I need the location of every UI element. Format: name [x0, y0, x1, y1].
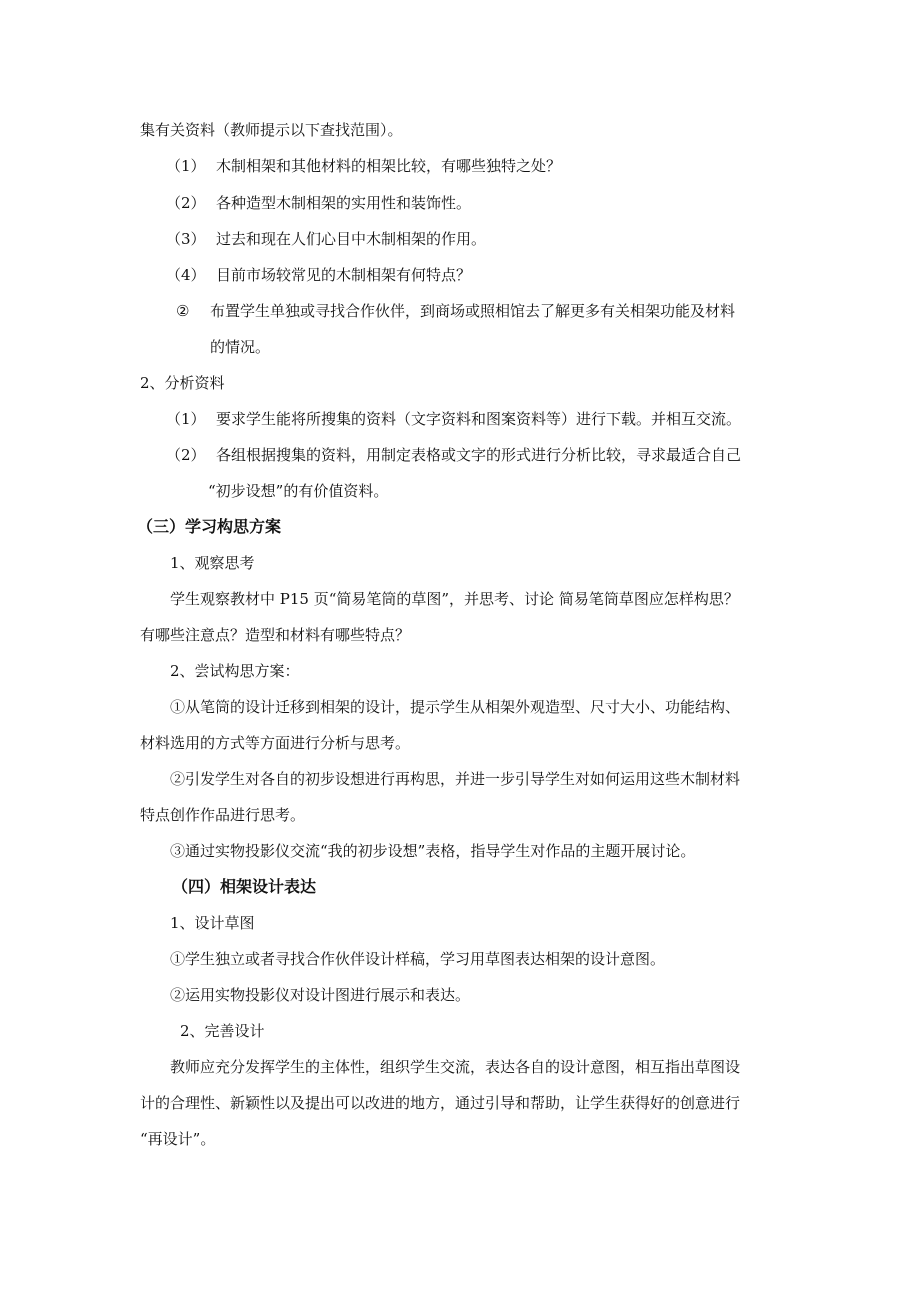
- list-item: 要求学生能将所搜集的资料（文字资料和图案资料等）进行下载。并相互交流。: [216, 410, 742, 428]
- list-item: 各组根据搜集的资料，用制定表格或文字的形式进行分析比较，寻求最适合自己: [216, 446, 742, 464]
- paragraph-line: ①从笔筒的设计迁移到相架的设计，提示学生从相架外观造型、尺寸大小、功能结构、: [170, 698, 741, 716]
- subheading: 2、完善设计: [180, 1022, 265, 1040]
- list-item: 目前市场较常见的木制相架有何特点？: [216, 266, 472, 284]
- list-item: 各种造型木制相架的实用性和装饰性。: [216, 194, 472, 212]
- list-item: 木制相架和其他材料的相架比较，有哪些独特之处？: [216, 157, 562, 175]
- subheading: 2、尝试构思方案：: [170, 662, 300, 680]
- paragraph-line: ②引发学生对各自的初步设想进行再构思，并进一步引导学生对如何运用这些木制材料: [170, 770, 741, 788]
- list-item: 过去和现在人们心目中木制相架的作用。: [216, 230, 487, 248]
- paragraph-line: 特点创作作品进行思考。: [140, 806, 306, 824]
- list-item-continuation: 的情况。: [210, 338, 271, 356]
- paragraph-line: 教师应充分发挥学生的主体性，组织学生交流，表达各自的设计意图，相互指出草图设: [170, 1058, 741, 1076]
- paragraph-line: 有哪些注意点？造型和材料有哪些特点？: [140, 626, 411, 644]
- item-number: ②: [176, 302, 190, 320]
- paragraph-line: ②运用实物投影仪对设计图进行展示和表达。: [170, 986, 471, 1004]
- paragraph-line: ③通过实物投影仪交流“我的初步设想”表格，指导学生对作品的主题开展讨论。: [170, 842, 696, 860]
- item-number: （1）: [166, 410, 206, 428]
- paragraph-line: ①学生独立或者寻找合作伙伴设计样稿，学习用草图表达相架的设计意图。: [170, 950, 666, 968]
- item-number: （4）: [166, 266, 206, 284]
- intro-continuation: 集有关资料（教师提示以下查找范围）。: [140, 121, 403, 139]
- section-heading: （三）学习构思方案: [137, 517, 282, 536]
- subheading: 2、分析资料: [140, 374, 225, 392]
- item-number: （1）: [166, 157, 206, 175]
- subheading: 1、观察思考: [170, 554, 255, 572]
- item-number: （3）: [166, 230, 206, 248]
- paragraph-line: 学生观察教材中 P15 页“简易笔筒的草图”，并思考、讨论 简易笔筒草图应怎样构思？: [170, 590, 739, 608]
- item-number: （2）: [166, 446, 206, 464]
- list-item-continuation: “初步设想”的有价值资料。: [208, 482, 389, 500]
- paragraph-line: 材料选用的方式等方面进行分析与思考。: [140, 734, 411, 752]
- section-heading: （四）相架设计表达: [172, 877, 317, 896]
- paragraph-line: 计的合理性、新颖性以及提出可以改进的地方，通过引导和帮助，让学生获得好的创意进行: [140, 1094, 741, 1112]
- subheading: 1、设计草图: [170, 914, 255, 932]
- paragraph-line: “再设计”。: [140, 1130, 216, 1148]
- item-number: （2）: [166, 194, 206, 212]
- list-item: 布置学生单独或寻找合作伙伴，到商场或照相馆去了解更多有关相架功能及材料: [210, 302, 736, 320]
